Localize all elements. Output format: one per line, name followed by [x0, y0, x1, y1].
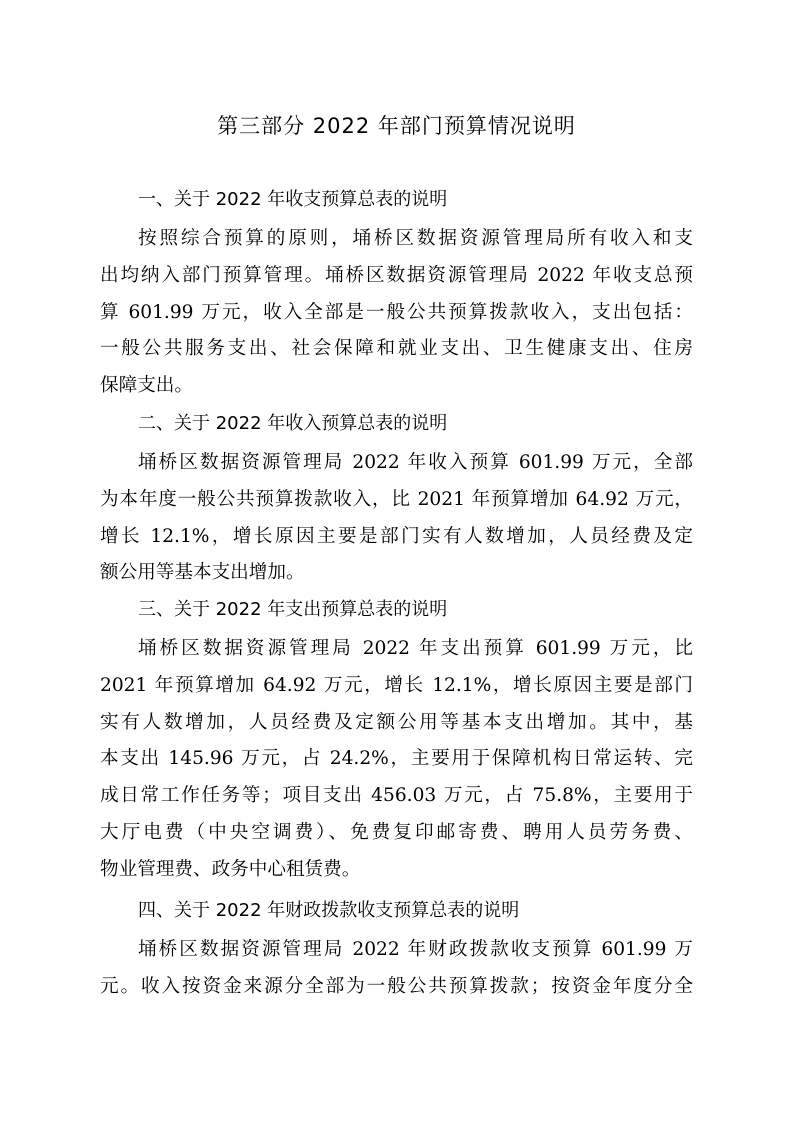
paragraph-line: 2021 年预算增加 64.92 万元，增长 12.1%，增长原因主要是部门 [100, 674, 693, 696]
paragraph-line: 算 601.99 万元，收入全部是一般公共预算拨款收入，支出包括： [100, 301, 693, 323]
paragraph-line: 成日常工作任务等；项目支出 456.03 万元，占 75.8%，主要用于 [100, 785, 693, 807]
section-4-heading: 四、关于 2022 年财政拨款收支预算总表的说明 [138, 900, 520, 921]
page-title: 第三部分 2022 年部门预算情况说明 [217, 114, 576, 138]
paragraph-line: 埇桥区数据资源管理局 2022 年支出预算 601.99 万元，比 [138, 638, 693, 659]
section-4-paragraph [100, 932, 693, 1006]
paragraph-line: 元。收入按资金来源分全部为一般公共预算拨款；按资金年度分全 [100, 975, 693, 997]
section-2-paragraph [100, 445, 693, 592]
paragraph-line: 大厅电费（中央空调费）、免费复印邮寄费、聘用人员劳务费、 [100, 821, 693, 843]
paragraph-line: 本支出 145.96 万元，占 24.2%，主要用于保障机构日常运转、完 [100, 748, 693, 770]
paragraph-line: 为本年度一般公共预算拨款收入，比 2021 年预算增加 64.92 万元， [100, 488, 693, 510]
paragraph-line: 埇桥区数据资源管理局 2022 年财政拨款收支预算 601.99 万 [138, 939, 693, 960]
paragraph-line: 额公用等基本支出增加。 [100, 562, 305, 584]
paragraph-line: 保障支出。 [100, 375, 193, 397]
paragraph-line: 埇桥区数据资源管理局 2022 年收入预算 601.99 万元，全部 [138, 452, 693, 473]
paragraph-line: 一般公共服务支出、社会保障和就业支出、卫生健康支出、住房 [100, 338, 693, 360]
section-1-heading: 一、关于 2022 年收支预算总表的说明 [138, 189, 448, 210]
paragraph-line: 物业管理费、政务中心租赁费。 [100, 858, 361, 880]
paragraph-line: 增长 12.1%，增长原因主要是部门实有人数增加，人员经费及定 [100, 525, 693, 547]
paragraph-line: 出均纳入部门预算管理。埇桥区数据资源管理局 2022 年收支总预 [100, 264, 693, 286]
section-3-heading: 三、关于 2022 年支出预算总表的说明 [138, 599, 448, 620]
section-2-heading: 二、关于 2022 年收入预算总表的说明 [138, 413, 448, 434]
paragraph-line: 按照综合预算的原则，埇桥区数据资源管理局所有收入和支 [138, 228, 693, 249]
section-3-paragraph [100, 631, 693, 889]
section-1-paragraph [100, 221, 693, 405]
paragraph-line: 实有人数增加，人员经费及定额公用等基本支出增加。其中，基 [100, 711, 693, 733]
